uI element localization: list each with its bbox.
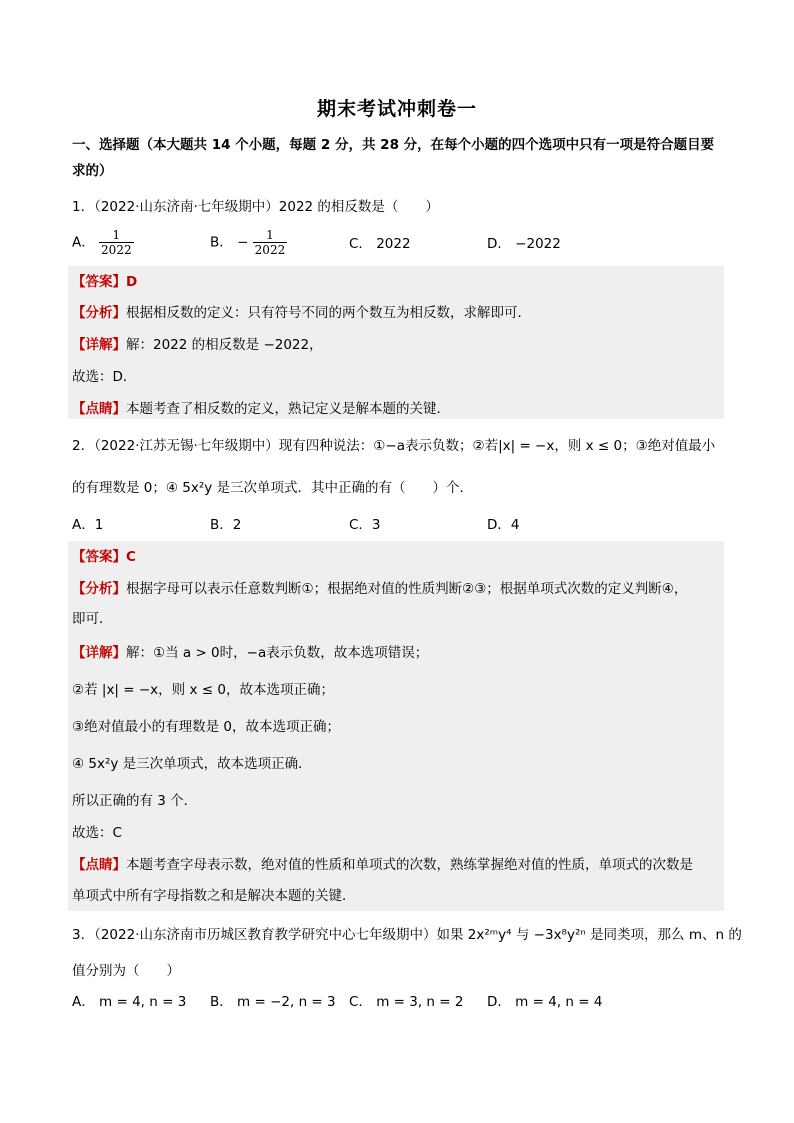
q1-answer-value: D — [126, 274, 138, 290]
q2-stem-line1: 2．（2022·江苏无锡·七年级期中）现有四种说法：①−a表示负数；②若|x| = −x，则 x ≤ 0；③绝对值最小 — [72, 438, 716, 454]
q2-point-text: 本题考查字母表示数，绝对值的性质和单项式的次数，熟练掌握绝对值的性质，单项式的次数是 — [126, 857, 693, 873]
q2-detail-line1 — [72, 644, 724, 662]
q1-option-d: D． −2022 — [487, 236, 561, 252]
q1-option-c: C． 2022 — [349, 236, 411, 252]
q2-analysis-line1 — [72, 580, 724, 598]
q2-detail-line5: 所以正确的有 3 个． — [72, 793, 198, 809]
q2-detail-tag: 【详解】 — [72, 645, 126, 661]
q1-point-tag: 【点睛】 — [72, 401, 126, 417]
q2-detail-line3: ③绝对值最小的有理数是 0，故本选项正确； — [72, 719, 340, 735]
q1-detail-tag: 【详解】 — [72, 337, 126, 353]
q1-option-b-label: B． — [210, 234, 233, 251]
q1-choose: 故选：D． — [72, 369, 137, 385]
q1-point — [72, 400, 724, 418]
q1-detail-text: 解：2022 的相反数是 −2022， — [126, 337, 323, 353]
q1-option-b — [210, 228, 287, 257]
q1-detail — [72, 336, 724, 354]
q3-option-d: D． m = 4, n = 4 — [487, 994, 603, 1010]
q2-option-d: D．4 — [487, 517, 520, 533]
q2-analysis-line2: 即可． — [72, 611, 113, 627]
q2-answer-tag: 【答案】 — [72, 549, 126, 565]
q2-answer — [72, 548, 724, 566]
q1-analysis-text: 根据相反数的定义：只有符号不同的两个数互为相反数，求解即可． — [126, 305, 531, 321]
q1-option-a-label: A． — [72, 234, 95, 251]
q2-analysis-tag: 【分析】 — [72, 581, 126, 597]
q3-stem-line1: 3．（2022·山东济南市历城区教育教学研究中心七年级期中）如果 2x²ᵐy⁴ 与 −3x⁸y²ⁿ 是同类项，那么 m、n 的 — [72, 927, 742, 943]
q2-option-c: C．3 — [349, 517, 381, 533]
q1-option-a — [72, 228, 134, 257]
section-heading-line1: 一、选择题（本大题共 14 个小题，每题 2 分，共 28 分，在每个小题的四个选项中只有一项是符合题目要 — [72, 137, 715, 153]
q2-stem-line2: 的有理数是 0；④ 5x²y 是三次单项式．其中正确的有（ ）个． — [72, 480, 474, 496]
q2-detail-line2: ②若 |x| = −x，则 x ≤ 0，故本选项正确； — [72, 682, 334, 698]
q3-stem-line2: 值分别为（ ） — [72, 963, 180, 979]
page-title: 期末考试冲刺卷一 — [316, 98, 477, 120]
q1-analysis-tag: 【分析】 — [72, 305, 126, 321]
q1-option-b-sign: − — [237, 234, 249, 251]
q2-answer-value: C — [126, 549, 136, 565]
section-heading-line2: 求的） — [72, 163, 113, 179]
q1-option-b-numerator: 1 — [253, 228, 288, 243]
q3-option-b: B． m = −2, n = 3 — [210, 994, 336, 1010]
q2-choose: 故选：C — [72, 825, 122, 841]
q2-point-line1 — [72, 856, 724, 874]
q1-analysis — [72, 304, 724, 322]
q2-detail-line4: ④ 5x²y 是三次单项式，故本选项正确． — [72, 756, 312, 772]
q1-option-a-numerator: 1 — [99, 228, 134, 243]
q2-option-a: A．1 — [72, 517, 104, 533]
q1-option-a-denominator: 2022 — [101, 243, 132, 257]
q2-option-b: B．2 — [210, 517, 242, 533]
q1-option-b-denominator: 2022 — [254, 243, 286, 257]
q2-detail-text: 解：①当 a > 0时，−a表示负数，故本选项错误； — [126, 645, 429, 661]
q1-option-a-fraction — [99, 228, 134, 257]
q2-point-line2: 单项式中所有字母指数之和是解决本题的关键． — [72, 888, 356, 904]
q2-analysis-text: 根据字母可以表示任意数判断①；根据绝对值的性质判断②③；根据单项式次数的定义判断④， — [126, 581, 688, 597]
q3-option-a: A． m = 4, n = 3 — [72, 994, 187, 1010]
q1-stem: 1．（2022·山东济南·七年级期中）2022 的相反数是（ ） — [72, 199, 439, 215]
q3-option-c: C． m = 3, n = 2 — [349, 994, 464, 1010]
q1-answer-tag: 【答案】 — [72, 274, 126, 290]
q1-option-b-fraction — [253, 228, 288, 257]
q1-point-text: 本题考查了相反数的定义，熟记定义是解本题的关键． — [126, 401, 450, 417]
q2-point-tag: 【点睛】 — [72, 857, 126, 873]
q1-answer — [72, 273, 724, 291]
